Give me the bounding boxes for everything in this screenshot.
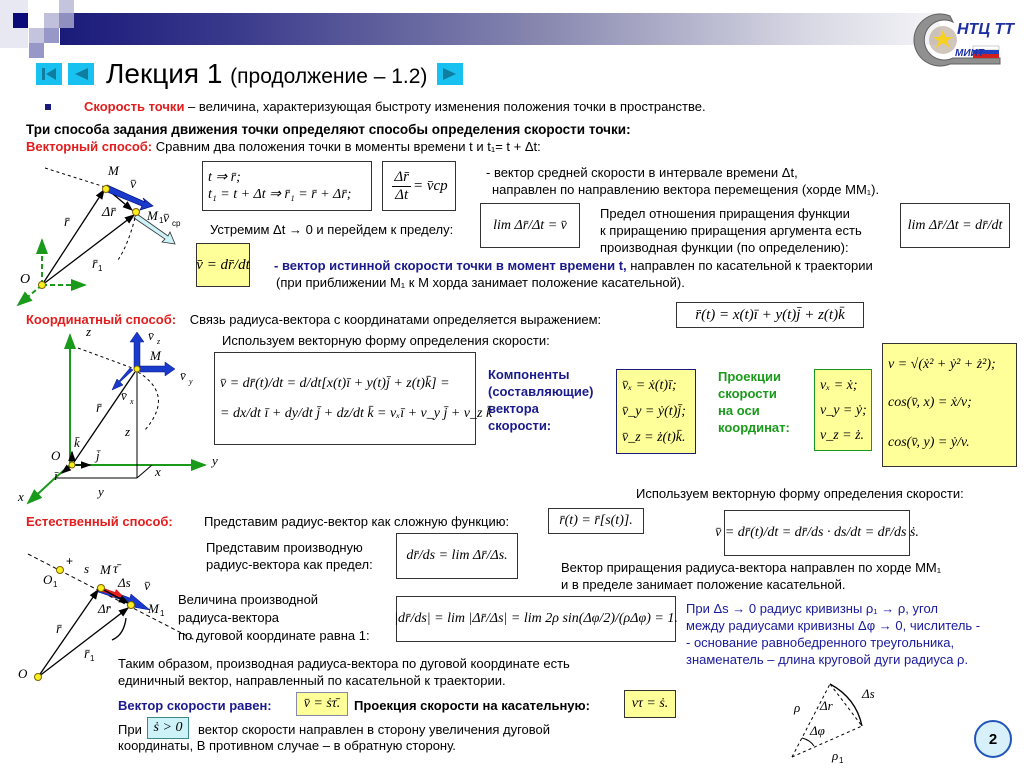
decor-square — [59, 0, 74, 13]
limit-definition-2: к приращению приращения аргумента есть — [600, 223, 862, 238]
decor-square — [13, 13, 28, 28]
positive-arc-condition: ṡ > 0 — [147, 717, 189, 739]
use-vector-form-text: Используем векторную форму определения скорости: — [222, 333, 550, 348]
svg-text:Δr̄: Δr̄ — [102, 205, 116, 220]
chord-text-1: Вектор приращения радиуса-вектора направлен по хорде MM₁ — [561, 560, 942, 575]
svg-text:z: z — [157, 337, 161, 346]
svg-text:τ̄: τ̄ — [113, 562, 119, 577]
decor-square — [29, 43, 44, 58]
true-velocity-equation: v̄ = dr̄/dt — [196, 243, 250, 287]
conclusion-text-2: единичный вектор, направленный по касательной к траектории. — [118, 673, 506, 688]
true-velocity-description-2: (при приближении M₁ к M хорда занимает положение касательной). — [276, 275, 685, 290]
svg-text:M: M — [108, 163, 119, 178]
svg-text:O: O — [43, 572, 53, 587]
svg-text:x: x — [130, 397, 134, 406]
position-equations: t ⇒ r̄; t₁ = t + Δt ⇒ r̄₁ = r̄ + Δr̄; — [202, 161, 372, 211]
natural-use-vector-form-text: Используем векторную форму определения скорости: — [636, 486, 964, 501]
magnitude-text-3: по дуговой координате равна 1: — [178, 628, 370, 643]
direction-text-1: вектор скорости направлен в сторону увеличения дуговой — [198, 722, 551, 737]
svg-text:M: M — [148, 601, 159, 616]
svg-text:r̄: r̄ — [92, 257, 98, 272]
svg-text:1: 1 — [159, 216, 164, 225]
svg-text:Δr̄: Δr̄ — [98, 601, 111, 616]
svg-text:НТЦ ТТ: НТЦ ТТ — [957, 21, 1014, 38]
svg-text:z: z — [125, 424, 131, 439]
average-velocity-equation: $\frac{\Delta r̄}{\Delta t}$ = v̄ср — [382, 161, 456, 211]
svg-text:r̄: r̄ — [64, 215, 70, 230]
svg-text:Δs: Δs — [862, 686, 875, 701]
derivative-definition-equation: lim Δr̄/Δt = dr̄/dt — [900, 203, 1010, 248]
bullet-icon — [45, 104, 51, 110]
curvature-explanation: При Δs → 0 радиус кривизны ρ₁ → ρ, угол между радиусами кривизны Δφ → 0, числитель - - основание равнобедренного треугольника, знаменатель – длина круговой дуги радиуса ρ. — [686, 601, 981, 667]
svg-text:O: O — [51, 448, 61, 463]
velocity-projections-box: vₓ = ẋ; v_y = ẏ; v_z = ż. — [814, 369, 872, 451]
limit-definition-1: Предел отношения приращения функции — [600, 206, 850, 221]
derivative-limit-text-2: радиус-вектора как предел: — [206, 557, 373, 572]
limit-equation: lim Δr̄/Δt = v̄ — [480, 203, 580, 248]
three-methods-heading: Три способа задания движения точки определяют способы определения скорости точки: — [26, 122, 631, 137]
svg-text:O: O — [18, 666, 28, 681]
svg-text:ρ: ρ — [794, 700, 801, 715]
radius-vector-equation: r̄(t) = x(t)ī + y(t)j̄ + z(t)k̄ — [676, 302, 864, 328]
unit-magnitude-equation: |dr̄/ds| = lim |Δr̄/Δs| = lim 2ρ sin(Δφ/2)/(ρΔφ) = 1. — [396, 596, 676, 642]
chord-text-2: и в пределе занимает положение касательной. — [561, 577, 846, 592]
svg-text:r̄: r̄ — [84, 647, 90, 662]
average-velocity-description-1: - вектор средней скорости в интервале времени Δt, — [486, 165, 798, 180]
svg-text:k̄: k̄ — [74, 435, 80, 450]
vector-method-intro: Векторный способ: Сравним два положения точки в моменты времени t и t₁= t + Δt: — [26, 139, 541, 154]
svg-text:s: s — [84, 561, 90, 576]
svg-text:МИИТ: МИИТ — [955, 48, 984, 59]
svg-text:v̄: v̄ — [130, 177, 137, 192]
natural-method-label: Естественный способ: — [26, 514, 173, 529]
header-bar — [60, 13, 940, 45]
svg-text:M: M — [100, 562, 111, 577]
decor-square — [29, 28, 44, 43]
curvature-sector-diagram — [780, 680, 900, 770]
triangle-left-icon — [73, 67, 89, 81]
svg-text:ī: ī — [54, 468, 58, 483]
svg-text:v̄: v̄ — [163, 211, 170, 226]
svg-text:j̄: j̄ — [96, 448, 100, 463]
magnitude-text-1: Величина производной — [178, 592, 319, 607]
true-velocity-description-1: - вектор истинной скорости точки в момент времени t, направлен по касательной к траектории — [274, 258, 873, 273]
svg-text:r̄: r̄ — [96, 401, 102, 416]
svg-text:y: y — [98, 484, 104, 499]
svg-text:v̄: v̄ — [121, 388, 127, 403]
next-slide-button[interactable] — [437, 63, 463, 85]
tangent-projection-label: Проекция скорости на касательную: — [354, 698, 590, 713]
svg-text:v̄: v̄ — [180, 368, 186, 383]
first-slide-button[interactable] — [36, 63, 62, 85]
page-number-badge: 2 — [974, 720, 1012, 758]
svg-text:x: x — [18, 489, 24, 504]
velocity-magnitude-box: v = √(ẋ² + ẏ² + ż²); cos(v̄, x) = ẋ/v; cos(v̄, y) = ẏ/v. — [882, 343, 1017, 467]
velocity-equals-label: Вектор скорости равен: — [118, 698, 272, 713]
skip-back-icon — [41, 67, 57, 81]
coordinate-method-intro: Координатный способ: Связь радиуса-вектора с координатами определяется выражением: — [26, 312, 602, 327]
velocity-components-box: v̄ₓ = ẋ(t)ī; v̄_y = ẏ(t)j̄; v̄_z = ż(t)k̄. — [616, 369, 696, 454]
svg-text:r̄: r̄ — [56, 622, 62, 637]
svg-text:+: + — [66, 554, 74, 568]
decor-square — [59, 13, 74, 28]
chain-rule-equation: v̄ = dr̄(t)/dt = dr̄/ds · ds/dt = dr̄/ds ṡ. — [724, 510, 910, 556]
title-row — [36, 58, 469, 90]
svg-text:x: x — [155, 464, 161, 479]
velocity-definition: Скорость точки – величина, характеризующая быстроту изменения положения точки в пространстве. — [84, 99, 706, 114]
components-label: Компоненты (составляющие) вектора скорости: — [488, 367, 594, 433]
direction-prefix: При — [118, 722, 142, 737]
svg-text:Δφ: Δφ — [810, 723, 825, 738]
complex-function-text: Представим радиус-вектор как сложную функцию: — [204, 514, 510, 529]
magnitude-text-2: радиуса-вектора — [178, 610, 280, 625]
decor-square — [44, 13, 59, 28]
previous-slide-button[interactable] — [68, 63, 94, 85]
svg-text:M: M — [150, 348, 161, 363]
institution-logo — [915, 8, 1014, 70]
tangent-projection-equation: vτ = ṡ. — [624, 690, 676, 718]
svg-text:v̄: v̄ — [148, 328, 154, 343]
svg-text:Δs: Δs — [118, 575, 131, 590]
velocity-derivative-equation: v̄ = dr̄(t)/dt = d/dt[x(t)ī + y(t)j̄ + z(t)k̄] = = dx/dt ī + dy/dt j̄ + dz/dt k̄ = vₓī + v_y j̄ + v_z k̄ — [214, 352, 476, 445]
svg-text:1: 1 — [98, 264, 103, 273]
coordinate-method-diagram — [0, 320, 218, 510]
svg-text:O: O — [20, 272, 31, 287]
svg-text:v̄: v̄ — [144, 579, 151, 594]
derivative-limit-text-1: Представим производную — [206, 540, 363, 555]
direction-text-2: координаты, В противном случае – в обратную сторону. — [118, 738, 456, 753]
svg-text:ρ: ρ — [832, 748, 839, 763]
svg-text:y: y — [212, 453, 218, 468]
limit-definition-3: производная функции (по определению): — [600, 240, 849, 255]
average-velocity-description-2: направлен по направлению вектора перемещения (хорде MM₁). — [492, 182, 880, 197]
derivative-limit-equation: dr̄/ds = lim Δr̄/Δs. — [396, 533, 518, 579]
svg-text:Δr: Δr — [820, 698, 833, 713]
conclusion-text-1: Таким образом, производная радиуса-вектора по дуговой координате есть — [118, 656, 570, 671]
svg-text:z: z — [86, 324, 92, 339]
triangle-right-icon — [442, 67, 458, 81]
vector-method-diagram — [0, 150, 200, 300]
svg-text:1: 1 — [90, 654, 95, 663]
svg-text:M: M — [147, 208, 158, 223]
page-title: Лекция 1 (продолжение – 1.2) — [106, 58, 428, 89]
svg-text:y: y — [189, 377, 193, 386]
svg-text:ср: ср — [172, 219, 181, 228]
natural-velocity-equation: v̄ = ṡτ̄. — [296, 692, 348, 716]
complex-function-equation: r̄(t) = r̄[s(t)]. — [548, 508, 644, 534]
limit-transition-text: Устремим Δt → 0 и перейдем к пределу: — [210, 222, 454, 237]
svg-text:1: 1 — [160, 609, 165, 618]
svg-text:1: 1 — [839, 756, 844, 765]
projections-label: Проекции скорости на оси координат: — [718, 369, 790, 435]
decor-square — [44, 28, 59, 43]
svg-text:1: 1 — [53, 580, 58, 589]
